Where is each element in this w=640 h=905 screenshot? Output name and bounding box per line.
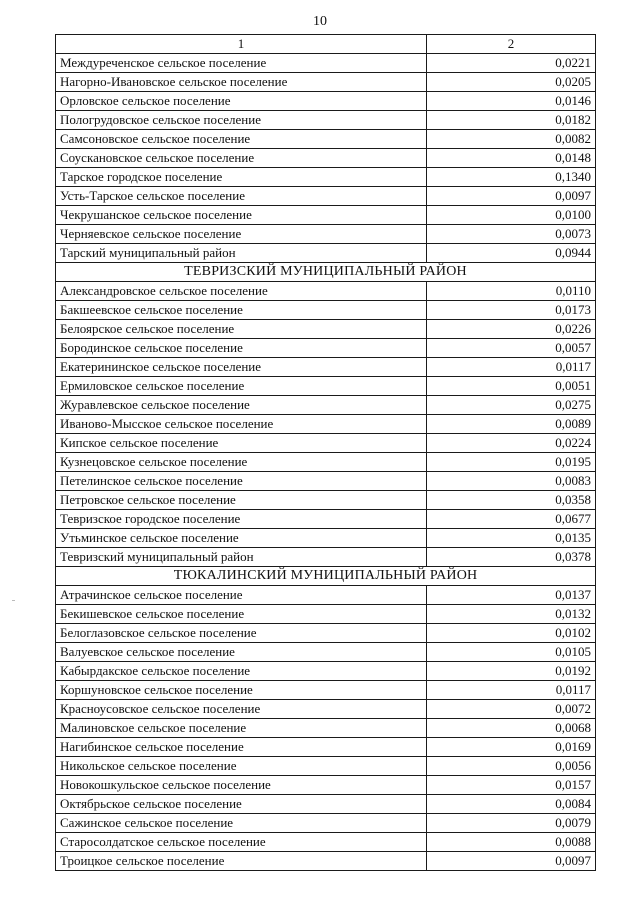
table-row — [56, 738, 596, 757]
table-row — [56, 776, 596, 795]
settlement-name: Сажинское сельское поселение — [56, 814, 427, 833]
table-row — [56, 719, 596, 738]
settlement-name: Кипское сельское поселение — [56, 434, 427, 453]
district-heading: ТЮКАЛИНСКИЙ МУНИЦИПАЛЬНЫЙ РАЙОН — [56, 567, 596, 586]
table-row — [56, 206, 596, 225]
settlement-name: Никольское сельское поселение — [56, 757, 427, 776]
settlement-name: Коршуновское сельское поселение — [56, 681, 427, 700]
coefficient-value: 0,0100 — [427, 206, 596, 225]
settlement-name: Новокошкульское сельское поселение — [56, 776, 427, 795]
coefficient-value: 0,0944 — [427, 244, 596, 263]
settlement-name: Екатерининское сельское поселение — [56, 358, 427, 377]
table-row — [56, 73, 596, 92]
settlement-name: Валуевское сельское поселение — [56, 643, 427, 662]
district-heading: ТЕВРИЗСКИЙ МУНИЦИПАЛЬНЫЙ РАЙОН — [56, 263, 596, 282]
table-row — [56, 491, 596, 510]
coefficient-value: 0,0378 — [427, 548, 596, 567]
table-row — [56, 225, 596, 244]
table-row — [56, 377, 596, 396]
table-row — [56, 339, 596, 358]
settlement-name: Петровское сельское поселение — [56, 491, 427, 510]
coefficient-value: 0,0146 — [427, 92, 596, 111]
district-heading-row — [56, 263, 596, 282]
settlement-name: Черняевское сельское поселение — [56, 225, 427, 244]
table-row — [56, 301, 596, 320]
settlement-name: Бородинское сельское поселение — [56, 339, 427, 358]
coefficient-value: 0,0110 — [427, 282, 596, 301]
coefficient-value: 0,0088 — [427, 833, 596, 852]
table-row — [56, 320, 596, 339]
coefficient-value: 0,0056 — [427, 757, 596, 776]
coefficient-value: 0,0072 — [427, 700, 596, 719]
coefficient-value: 0,0097 — [427, 187, 596, 206]
settlement-name: Тевризский муниципальный район — [56, 548, 427, 567]
table-body — [56, 54, 596, 871]
settlement-name: Атрачинское сельское поселение — [56, 586, 427, 605]
coefficient-value: 0,0192 — [427, 662, 596, 681]
coefficient-value: 0,0182 — [427, 111, 596, 130]
coefficient-value: 0,0275 — [427, 396, 596, 415]
table-row — [56, 757, 596, 776]
settlement-name: Петелинское сельское поселение — [56, 472, 427, 491]
settlement-name: Тарское городское поселение — [56, 168, 427, 187]
coefficient-value: 0,0117 — [427, 681, 596, 700]
table-row — [56, 833, 596, 852]
settlement-name: Междуреченское сельское поселение — [56, 54, 427, 73]
coefficient-value: 0,0084 — [427, 795, 596, 814]
table-row — [56, 434, 596, 453]
settlement-name: Нагибинское сельское поселение — [56, 738, 427, 757]
settlement-name: Бекишевское сельское поселение — [56, 605, 427, 624]
settlement-name: Малиновское сельское поселение — [56, 719, 427, 738]
settlement-name: Бакшеевское сельское поселение — [56, 301, 427, 320]
settlement-name: Журавлевское сельское поселение — [56, 396, 427, 415]
coefficient-value: 0,0117 — [427, 358, 596, 377]
settlement-name: Ермиловское сельское поселение — [56, 377, 427, 396]
settlement-name: Орловское сельское поселение — [56, 92, 427, 111]
table-row — [56, 54, 596, 73]
table-row — [56, 111, 596, 130]
table-row — [56, 548, 596, 567]
coefficient-value: 0,0358 — [427, 491, 596, 510]
table-row — [56, 510, 596, 529]
coefficient-value: 0,0135 — [427, 529, 596, 548]
table-row — [56, 700, 596, 719]
table-row — [56, 814, 596, 833]
coefficient-value: 0,0083 — [427, 472, 596, 491]
settlement-name: Нагорно-Ивановское сельское поселение — [56, 73, 427, 92]
coefficient-value: 0,0097 — [427, 852, 596, 871]
settlement-name: Октябрьское сельское поселение — [56, 795, 427, 814]
scan-speck — [12, 600, 15, 601]
coefficient-value: 0,0677 — [427, 510, 596, 529]
coefficient-value: 0,0102 — [427, 624, 596, 643]
coefficient-value: 0,0157 — [427, 776, 596, 795]
district-heading-row — [56, 567, 596, 586]
table-row — [56, 472, 596, 491]
table-row — [56, 681, 596, 700]
table-row — [56, 852, 596, 871]
table-row — [56, 149, 596, 168]
coefficient-value: 0,0205 — [427, 73, 596, 92]
settlement-name: Тарский муниципальный район — [56, 244, 427, 263]
table-row — [56, 643, 596, 662]
coefficient-value: 0,0068 — [427, 719, 596, 738]
settlement-name: Белоярское сельское поселение — [56, 320, 427, 339]
table-row — [56, 130, 596, 149]
table-row — [56, 92, 596, 111]
table-row — [56, 168, 596, 187]
column-header-2: 2 — [427, 35, 596, 54]
settlement-name: Кузнецовское сельское поселение — [56, 453, 427, 472]
table-row — [56, 358, 596, 377]
coefficient-value: 0,0105 — [427, 643, 596, 662]
header-row — [56, 35, 596, 54]
coefficient-value: 0,0057 — [427, 339, 596, 358]
coefficient-value: 0,0221 — [427, 54, 596, 73]
table-row — [56, 529, 596, 548]
settlement-name: Соускановское сельское поселение — [56, 149, 427, 168]
coefficient-value: 0,0226 — [427, 320, 596, 339]
table-row — [56, 624, 596, 643]
table-row — [56, 244, 596, 263]
coefficient-value: 0,0195 — [427, 453, 596, 472]
coefficient-value: 0,0169 — [427, 738, 596, 757]
settlement-name: Александровское сельское поселение — [56, 282, 427, 301]
settlement-name: Пологрудовское сельское поселение — [56, 111, 427, 130]
table-row — [56, 662, 596, 681]
settlement-name: Красноусовское сельское поселение — [56, 700, 427, 719]
column-header-1: 1 — [56, 35, 427, 54]
settlement-name: Троицкое сельское поселение — [56, 852, 427, 871]
coefficient-value: 0,0137 — [427, 586, 596, 605]
coefficient-value: 0,0051 — [427, 377, 596, 396]
settlement-name: Усть-Тарское сельское поселение — [56, 187, 427, 206]
table-row — [56, 415, 596, 434]
table-row — [56, 605, 596, 624]
coefficients-table — [55, 34, 596, 871]
settlement-name: Старосолдатское сельское поселение — [56, 833, 427, 852]
coefficient-value: 0,0082 — [427, 130, 596, 149]
coefficient-value: 0,1340 — [427, 168, 596, 187]
settlement-name: Кабырдакское сельское поселение — [56, 662, 427, 681]
table-row — [56, 282, 596, 301]
settlement-name: Самсоновское сельское поселение — [56, 130, 427, 149]
page-number: 10 — [313, 14, 327, 29]
table-row — [56, 586, 596, 605]
coefficient-value: 0,0089 — [427, 415, 596, 434]
settlement-name: Иваново-Мысское сельское поселение — [56, 415, 427, 434]
settlement-name: Белоглазовское сельское поселение — [56, 624, 427, 643]
coefficient-value: 0,0079 — [427, 814, 596, 833]
coefficient-value: 0,0224 — [427, 434, 596, 453]
table-row — [56, 795, 596, 814]
settlement-name: Утьминское сельское поселение — [56, 529, 427, 548]
table-row — [56, 453, 596, 472]
coefficient-value: 0,0073 — [427, 225, 596, 244]
settlement-name: Чекрушанское сельское поселение — [56, 206, 427, 225]
coefficient-value: 0,0173 — [427, 301, 596, 320]
table-row — [56, 396, 596, 415]
table-row — [56, 187, 596, 206]
coefficient-value: 0,0132 — [427, 605, 596, 624]
coefficient-value: 0,0148 — [427, 149, 596, 168]
settlement-name: Тевризское городское поселение — [56, 510, 427, 529]
